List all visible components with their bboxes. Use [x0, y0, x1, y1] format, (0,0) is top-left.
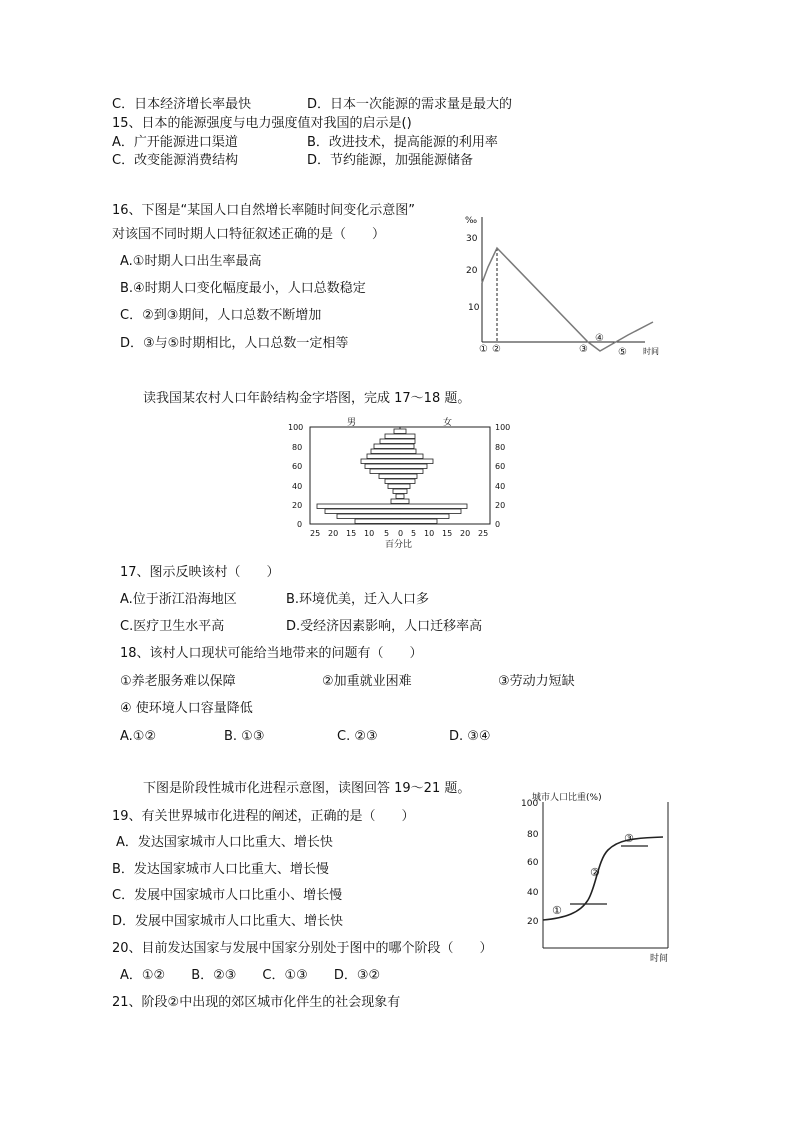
y-tick-10: 10	[468, 303, 480, 313]
q16-option-b: B.④时期人口变化幅度最小，人口总数稳定	[120, 281, 366, 296]
q18-item-1: ①养老服务难以保障	[120, 674, 236, 689]
q19-option-d: D．发展中国家城市人口比重大、增长快	[112, 914, 344, 929]
percent-tick: 5	[411, 529, 417, 538]
q16-option-a: A.①时期人口出生率最高	[120, 254, 262, 269]
q15-option-a: A．广开能源进口渠道	[112, 135, 238, 150]
pyramid-bar	[385, 434, 415, 439]
y-tick: 40	[527, 888, 539, 898]
marker-1: ①	[479, 344, 488, 355]
q21-stem: 21、阶段②中出现的郊区城市化伴生的社会现象有	[112, 995, 401, 1010]
x-axis-label: 百分比	[385, 540, 413, 550]
q14-option-c: C．日本经济增长率最快	[112, 97, 252, 112]
q18-item-4: ④ 使环境人口容量降低	[120, 701, 253, 716]
pyramid-bar	[317, 504, 467, 509]
q18-stem: 18、该村人口现状可能给当地带来的问题有（ ）	[120, 646, 423, 661]
marker-3: ③	[579, 344, 588, 355]
pyramid-bar	[361, 459, 433, 464]
q16-option-c: C．②到③期间，人口总数不断增加	[120, 308, 322, 323]
age-tick: 60	[495, 462, 506, 471]
pyramid-bar	[371, 449, 416, 454]
percent-tick: 20	[328, 529, 339, 538]
stage-2-marker: ②	[590, 866, 600, 879]
y-unit-label: ‰	[465, 216, 478, 226]
age-tick: 100	[288, 423, 304, 432]
male-label: 男	[347, 418, 357, 428]
intro-19-21: 下图是阶段性城市化进程示意图，读图回答 19～21 题。	[143, 781, 471, 796]
female-label: 女	[443, 418, 453, 428]
stage-1-marker: ①	[552, 904, 562, 917]
pyramid-bar	[367, 454, 423, 459]
q17-option-b: B.环境优美，迁入人口多	[286, 592, 430, 607]
growth-rate-curve	[482, 248, 653, 351]
q18-option-c: C. ②③	[337, 729, 378, 744]
q16-stem-line1: 16、下图是“某国人口自然增长率随时间变化示意图”	[112, 203, 416, 218]
pyramid-bar	[385, 479, 415, 484]
percent-tick: 25	[478, 529, 489, 538]
q18-item-2: ②加重就业困难	[322, 674, 412, 689]
pyramid-bar	[325, 509, 461, 514]
percent-tick: 10	[364, 529, 375, 538]
age-tick: 80	[495, 443, 506, 452]
right-age-ticks	[495, 423, 510, 529]
q19-option-c: C．发展中国家城市人口比重小、增长慢	[112, 888, 343, 903]
q18-option-a: A.①②	[120, 729, 157, 744]
growth-rate-figure	[460, 205, 670, 360]
marker-4: ④	[595, 333, 604, 344]
pyramid-bar	[355, 519, 437, 524]
intro-17-18: 读我国某农村人口年龄结构金字塔图，完成 17～18 题。	[143, 391, 471, 406]
age-tick: 20	[292, 501, 303, 510]
q18-option-b: B. ①③	[224, 729, 265, 744]
pyramid-bar	[337, 514, 449, 519]
q17-stem: 17、图示反映该村（ ）	[120, 565, 280, 580]
percent-tick: 0	[398, 529, 404, 538]
q20-stem: 20、目前发达国家与发展中国家分别处于图中的哪个阶段（ ）	[112, 941, 493, 956]
pyramid-bars	[317, 429, 467, 524]
q16-stem-line2: 对该国不同时期人口特征叙述正确的是（ ）	[112, 227, 386, 242]
pyramid-bar	[365, 464, 427, 469]
pyramid-bar	[393, 489, 407, 494]
percent-tick: 15	[442, 529, 453, 538]
percent-tick: 15	[346, 529, 357, 538]
y-tick-30: 30	[466, 234, 478, 244]
age-tick: 40	[292, 482, 303, 491]
pyramid-bar	[374, 444, 414, 449]
q17-option-d: D.受经济因素影响，人口迁移率高	[286, 619, 483, 634]
age-tick: 40	[495, 482, 506, 491]
q15-option-c: C．改变能源消费结构	[112, 153, 239, 168]
q14-option-d: D．日本一次能源的需求量是最大的	[307, 97, 513, 112]
percent-tick: 10	[424, 529, 435, 538]
pyramid-bar	[391, 499, 409, 504]
y-tick-20: 20	[466, 266, 478, 276]
q18-item-3: ③劳动力短缺	[498, 674, 575, 689]
percent-tick: 5	[384, 529, 390, 538]
q19-option-a: A．发达国家城市人口比重大、增长快	[116, 835, 333, 850]
pyramid-bar	[380, 439, 415, 444]
pyramid-bar	[370, 469, 423, 474]
x-axis-label: 时间	[650, 954, 669, 964]
q19-stem: 19、有关世界城市化进程的阐述，正确的是（ ）	[112, 809, 415, 824]
pyramid-bar	[396, 494, 404, 499]
y-tick: 100	[521, 799, 539, 809]
y-tick: 60	[527, 858, 539, 868]
age-tick: 80	[292, 443, 303, 452]
q15-option-b: B．改进技术，提高能源的利用率	[307, 135, 498, 150]
q20-options: A．①② B．②③ C．①③ D．③②	[120, 968, 381, 983]
y-ticks	[521, 799, 539, 927]
q15-stem: 15、日本的能源强度与电力强度值对我国的启示是()	[112, 116, 412, 131]
percent-tick: 20	[460, 529, 471, 538]
urbanization-figure	[520, 788, 680, 968]
y-tick: 80	[527, 830, 539, 840]
population-pyramid	[285, 414, 515, 554]
age-tick: 20	[495, 501, 506, 510]
q19-option-b: B．发达国家城市人口比重大、增长慢	[112, 862, 329, 877]
age-tick: 0	[495, 520, 501, 529]
q17-option-a: A.位于浙江沿海地区	[120, 592, 237, 607]
left-age-ticks	[288, 423, 303, 529]
q18-option-d: D. ③④	[449, 729, 491, 744]
percent-ticks	[310, 529, 488, 538]
q17-option-c: C.医疗卫生水平高	[120, 619, 225, 634]
pyramid-bar	[394, 429, 406, 434]
x-axis-label: 时间	[643, 347, 659, 356]
age-tick: 0	[297, 520, 303, 529]
pyramid-bar	[388, 484, 410, 489]
pyramid-bar	[379, 474, 417, 479]
percent-tick: 25	[310, 529, 321, 538]
marker-2: ②	[492, 344, 501, 355]
marker-5: ⑤	[618, 347, 627, 358]
stage-3-marker: ③	[624, 832, 634, 845]
age-tick: 60	[292, 462, 303, 471]
y-axis-title: 城市人口比重(%)	[532, 793, 602, 803]
q16-option-d: D．③与⑤时期相比，人口总数一定相等	[120, 336, 349, 351]
age-tick: 100	[495, 423, 511, 432]
q15-option-d: D．节约能源，加强能源储备	[307, 153, 474, 168]
y-tick: 20	[527, 917, 539, 927]
